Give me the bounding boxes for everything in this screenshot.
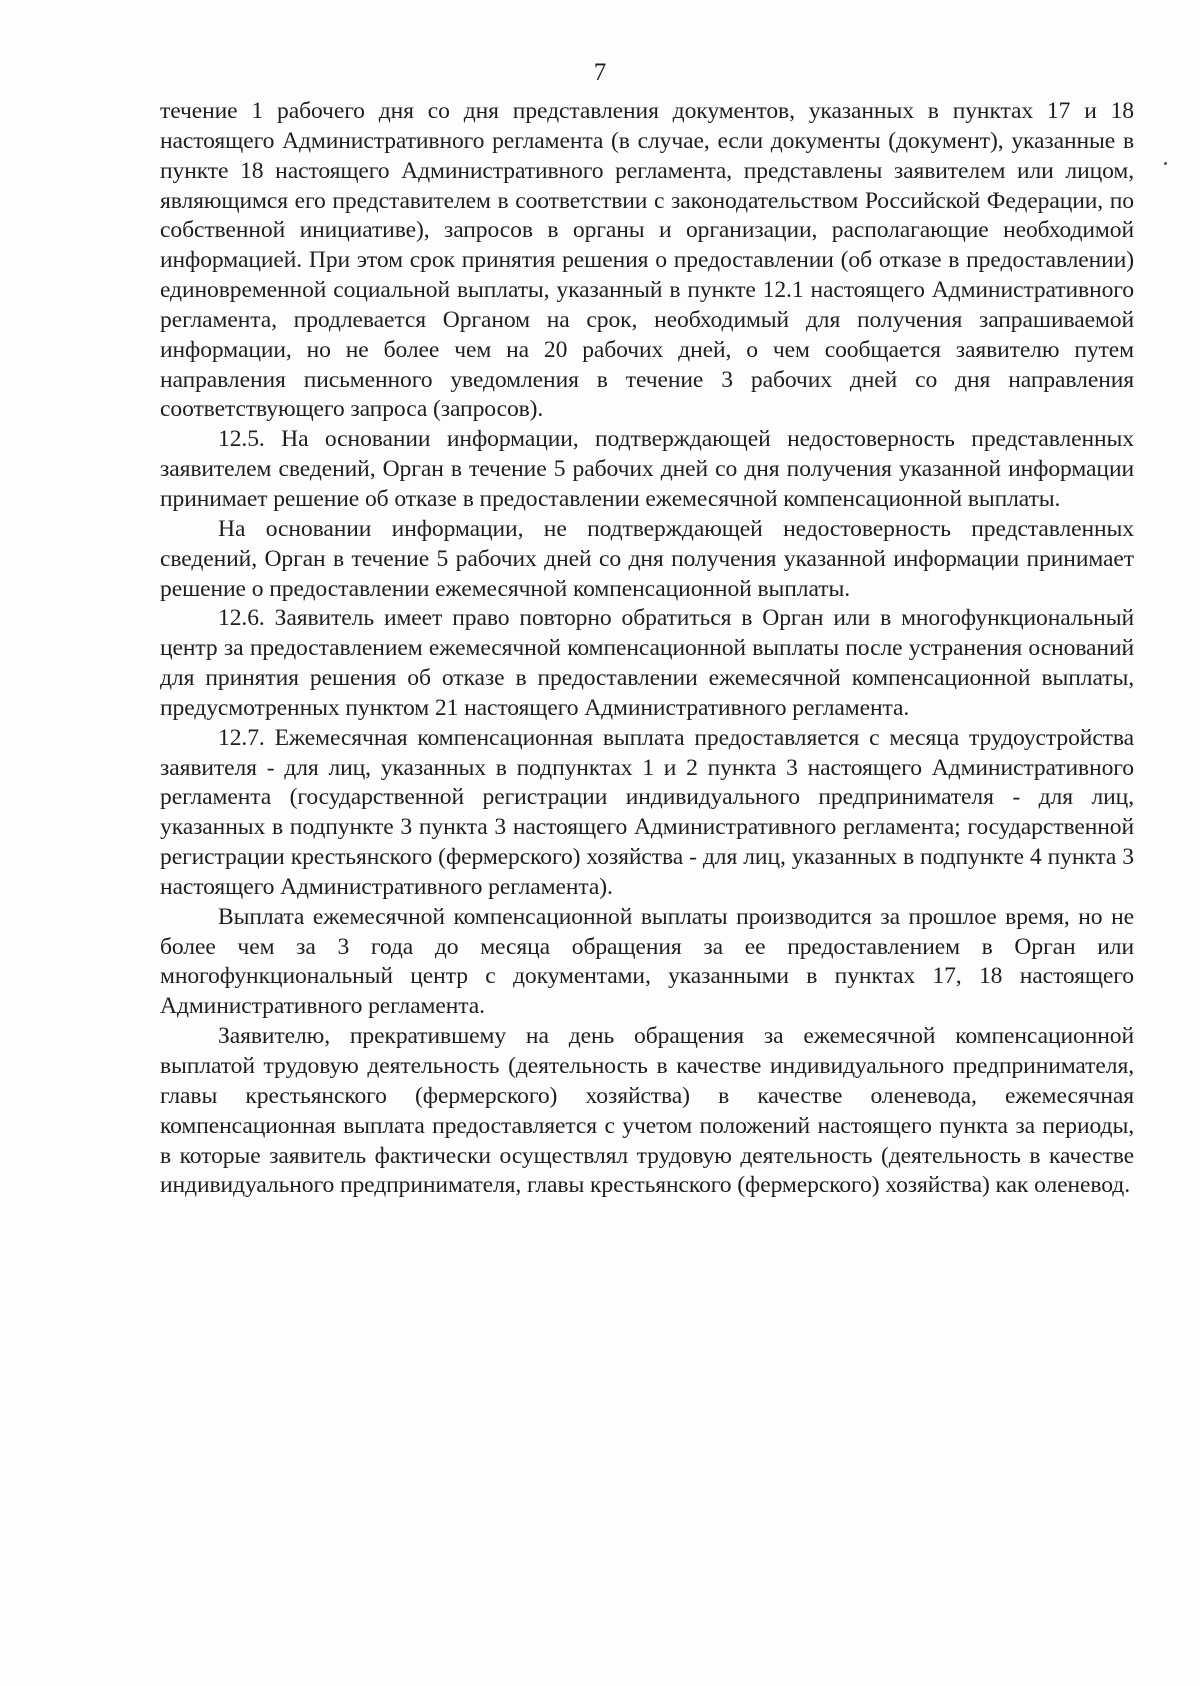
paragraph-12-6: 12.6. Заявитель имеет право повторно обратиться в Орган или в многофункциональный центр за предоставлением ежемесячной компенсационной выплаты после устранения оснований для принятия решения об отказе в предоставлении ежемесячной компенсационной выплаты, предусмотренных пунктом 21 настоящего Административного регламента.: [160, 605, 1134, 721]
paragraph-12-7-applicant: Заявителю, прекратившему на день обращения за ежемесячной компенсационной выплатой трудовую деятельность (деятельность в качестве индивидуального предпринимателя, главы крестьянского (фермерского) хозяйства) в качестве оленевода, ежемесячная компенсационная выплата предоставляется с учетом положений настоящего пункта за периоды, в которые заявитель фактически осуществлял трудовую деятельность (деятельность в качестве индивидуального предпринимателя, главы крестьянского (фермерского) хозяйства) как оленевод.: [160, 1023, 1134, 1199]
paragraph-12-7: 12.7. Ежемесячная компенсационная выплата предоставляется с месяца трудоустройства заявителя - для лиц, указанных в подпунктах 1 и 2 пункта 3 настоящего Административного регламента (государственной регистрации индивидуального предпринимателя - для лиц, указанных в подпункте 3 пункта 3 настоящего Административного регламента; государственной регистрации крестьянского (фермерского) хозяйства - для лиц, указанных в подпункте 4 пункта 3 настоящего Административного регламента).: [160, 724, 1134, 900]
document-body: [160, 97, 1134, 1201]
paragraph-12-5: 12.5. На основании информации, подтверждающей недостоверность представленных заявителем сведений, Орган в течение 5 рабочих дней со дня получения указанной информации принимает решение об отказе в предоставлении ежемесячной компенсационной выплаты.: [160, 426, 1134, 512]
paragraph-12-7-payment: Выплата ежемесячной компенсационной выплаты производится за прошлое время, но не более чем за 3 года до месяца обращения за ее предоставлением в Орган или многофункциональный центр с документами, указанными в пунктах 17, 18 настоящего Административного регламента.: [160, 903, 1134, 1020]
page-number: 7: [593, 59, 607, 86]
paragraph-continuation: течение 1 рабочего дня со дня представления документов, указанных в пунктах 17 и 18 настоящего Административного регламента (в случае, если документы (документ), указанные в пункте 18 настоящего Административного регламента, представлены заявителем или лицом, являющимся его представителем в соответствии с законодательством Российской Федерации, по собственной инициативе), запросов в органы и организации, располагающие необходимой информацией. При этом срок принятия решения о предоставлении (об отказе в предоставлении) единовременной социальной выплаты, указанный в пункте 12.1 настоящего Административного регламента, продлевается Органом на срок, необходимый для получения запрашиваемой информации, но не более чем на 20 рабочих дней, о чем сообщается заявителю путем направления письменного уведомления в течение 3 рабочих дней со дня направления соответствующего запроса (запросов).: [160, 98, 1134, 423]
paragraph-12-5-second: На основании информации, не подтверждающей недостоверность представленных сведений, Орган в течение 5 рабочих дней со дня получения указанной информации принимает решение о предоставлении ежемесячной компенсационной выплаты.: [160, 515, 1134, 602]
scan-speck: [1164, 162, 1167, 165]
